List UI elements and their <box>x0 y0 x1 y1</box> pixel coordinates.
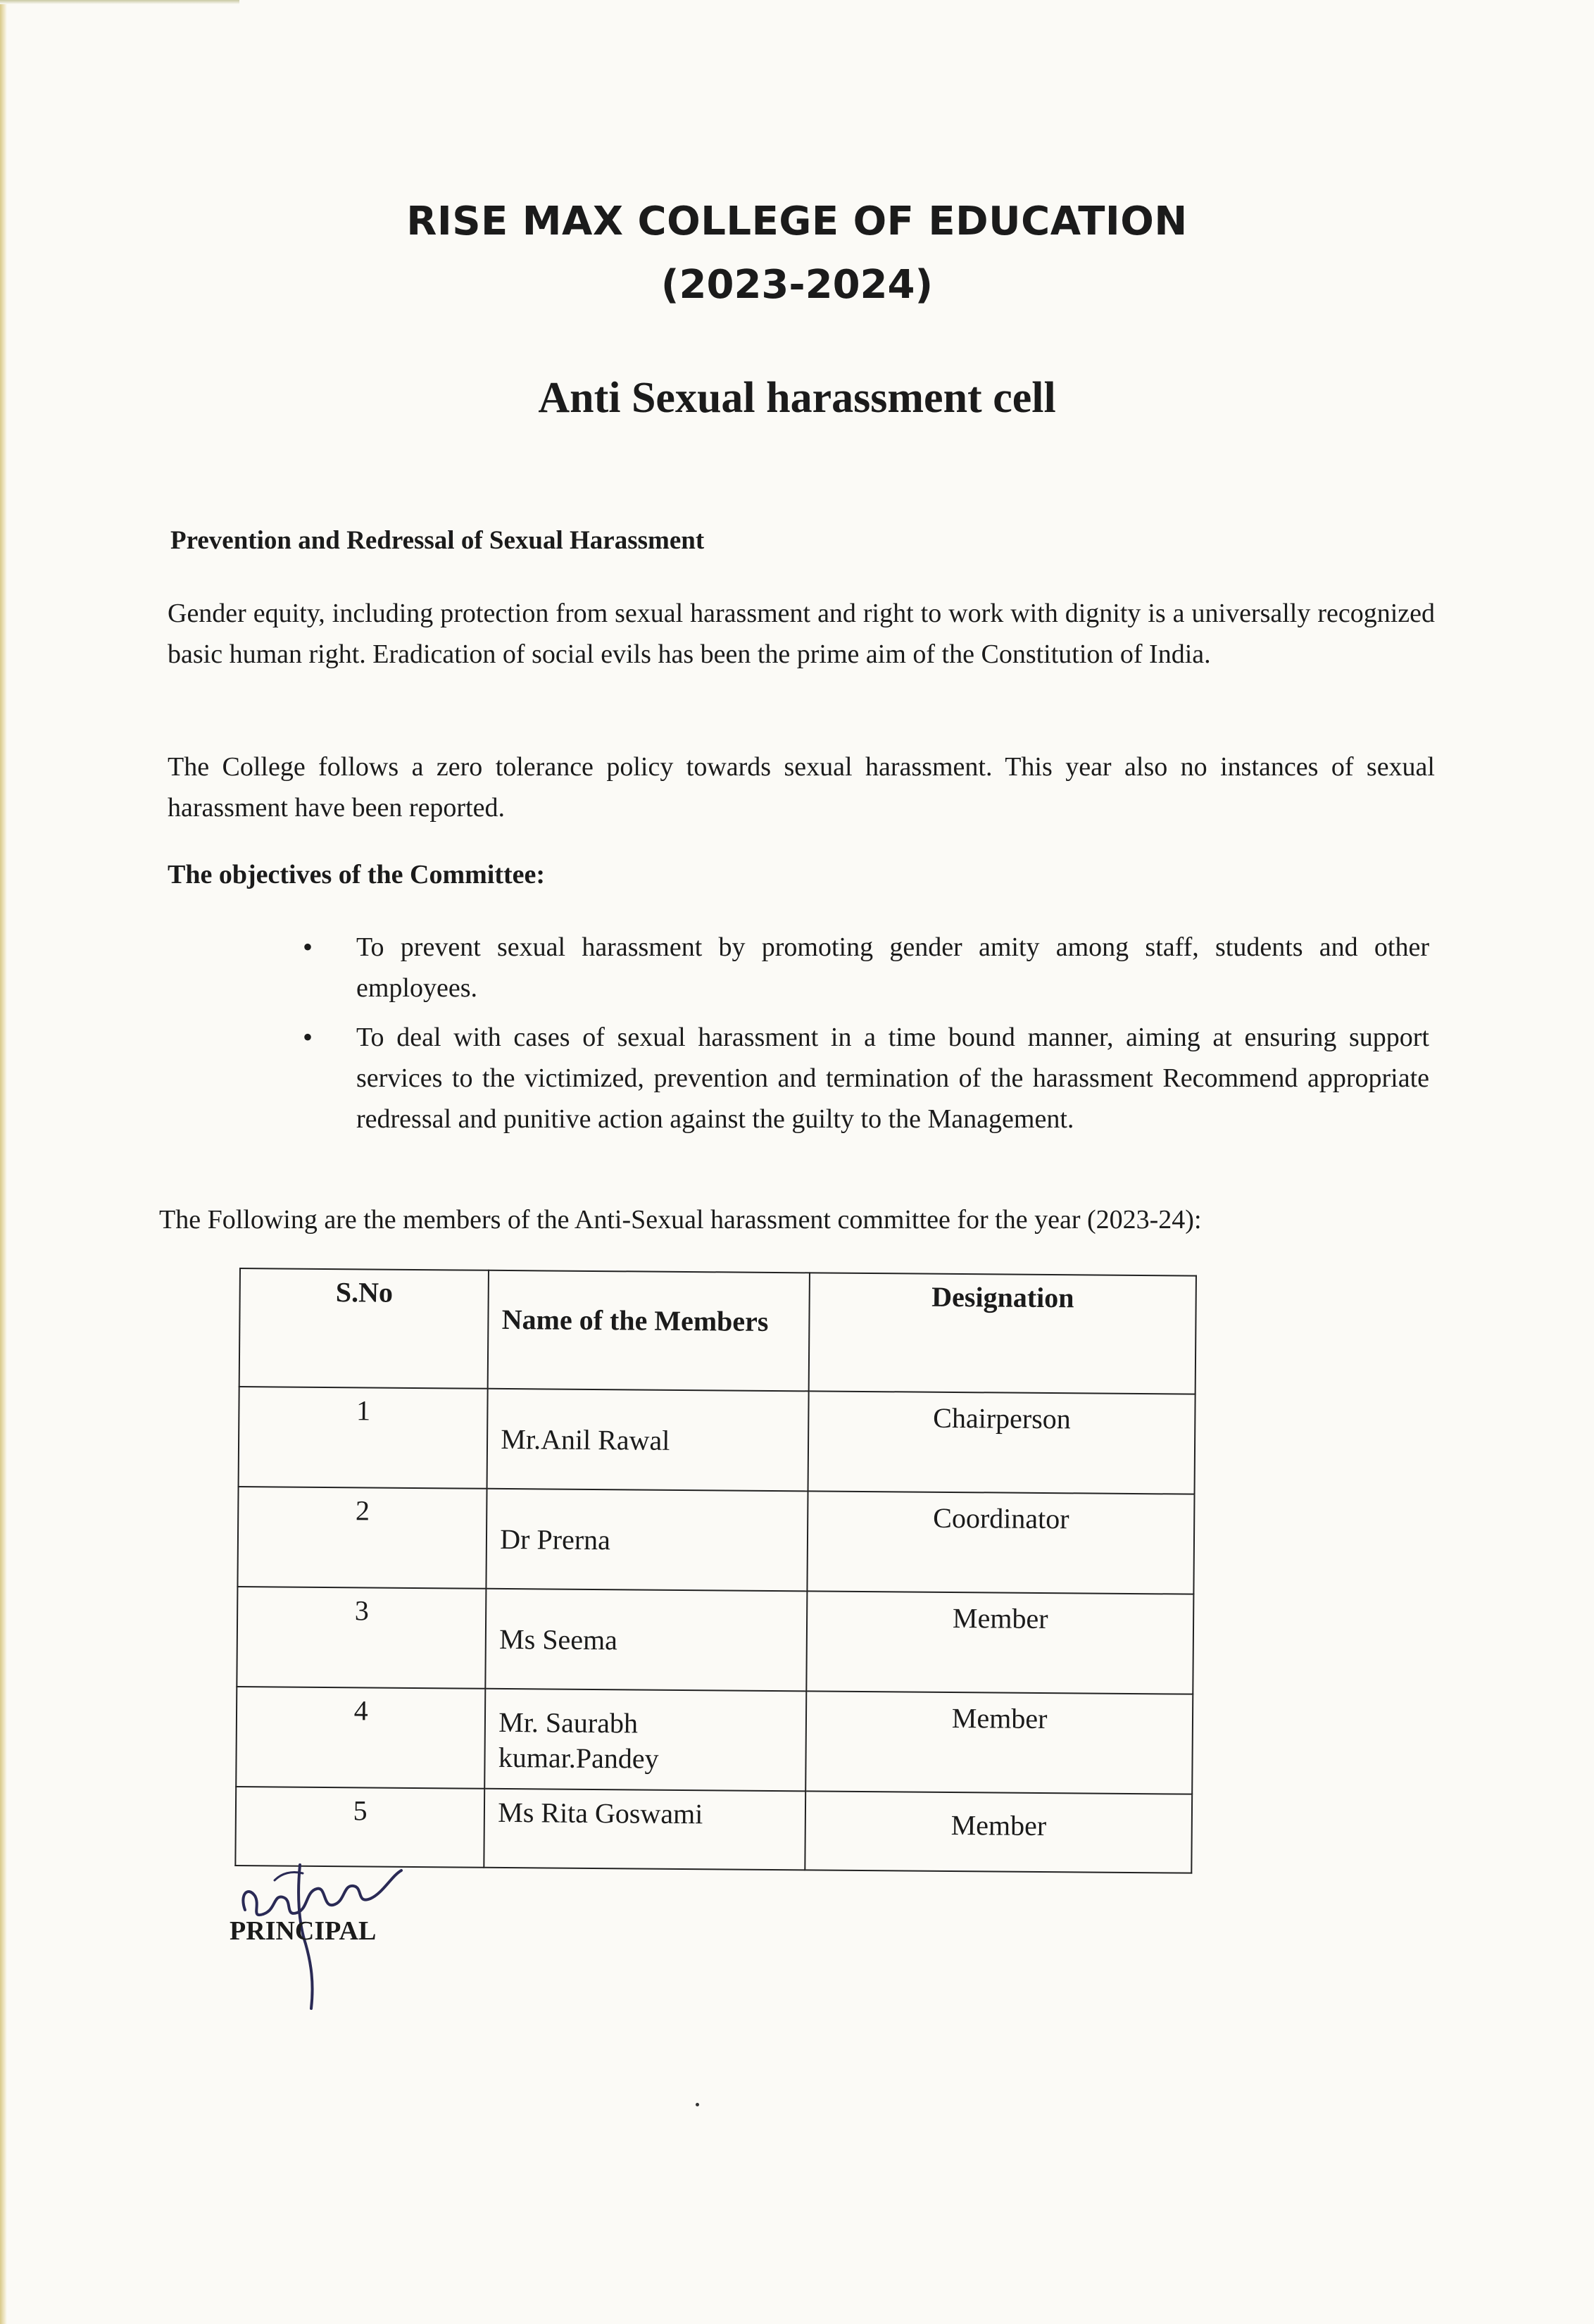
member-name: Dr Prerna <box>500 1523 611 1556</box>
member-designation: Chairperson <box>933 1401 1071 1435</box>
objectives-heading: The objectives of the Committee: <box>168 860 546 889</box>
cell-name <box>486 1589 808 1692</box>
column-header-name <box>488 1270 810 1392</box>
member-name: Mr.Anil Rawal <box>501 1423 670 1456</box>
cell-sno: 4 <box>236 1687 485 1789</box>
member-designation: Member <box>950 1808 1047 1842</box>
objective-text: To prevent sexual harassment by promoting gender amity among staff, students and other employees. <box>356 932 1429 1003</box>
cell-designation <box>805 1791 1193 1873</box>
member-designation: Member <box>952 1601 1048 1635</box>
member-designation: Member <box>951 1701 1048 1735</box>
column-header-sno: S.No <box>239 1268 489 1389</box>
academic-session: (2023-2024) <box>660 262 934 308</box>
cell-sno: 1 <box>239 1387 488 1489</box>
cell-designation <box>806 1691 1193 1794</box>
paragraph-gender-equity: Gender equity, including protection from sexual harassment and right to work with dignity is a universally recognized basic human right. Eradication of social evils has been the prime aim of the Constitution of India. <box>168 599 1435 669</box>
page-edge-left <box>0 0 7 2324</box>
cell-designation <box>808 1491 1195 1594</box>
bullet-icon: • <box>303 1021 313 1053</box>
table-row <box>239 1387 1196 1494</box>
table-row <box>237 1487 1194 1594</box>
cell-designation <box>808 1391 1196 1494</box>
cell-sno: 3 <box>237 1587 486 1689</box>
column-header-name-label: Name of the Members <box>501 1303 769 1337</box>
section-heading: Prevention and Redressal of Sexual Harassment <box>170 526 705 555</box>
member-name: Ms Seema <box>498 1623 618 1656</box>
member-designation: Coordinator <box>933 1501 1069 1535</box>
bullet-icon: • <box>303 931 313 963</box>
college-name: RISE MAX COLLEGE OF EDUCATION <box>406 199 1188 244</box>
table-row <box>236 1687 1193 1794</box>
table-header-row <box>239 1268 1196 1394</box>
members-intro: The Following are the members of the Anti-Sexual harassment committee for the year (2023-24): <box>159 1205 1202 1235</box>
column-header-designation: Designation <box>809 1273 1196 1394</box>
member-name: Ms Rita Goswami <box>498 1796 703 1830</box>
objective-text: To deal with cases of sexual harassment in a time bound manner, aiming at ensuring support services to the victimized, prevention and termination of the harassment Recommend appropriate redressal and punitive action against the guilty to the Management. <box>356 1023 1429 1134</box>
cell-name <box>487 1389 809 1492</box>
cell-sno: 5 <box>235 1787 484 1868</box>
cell-designation <box>807 1591 1194 1694</box>
cell-name <box>484 1689 806 1792</box>
objective-item <box>303 927 1429 1008</box>
principal-label: PRINCIPAL <box>230 1916 377 1946</box>
paragraph-zero-tolerance: The College follows a zero tolerance policy towards sexual harassment. This year also no instances of sexual harassment have been reported. <box>168 752 1435 823</box>
cell-name <box>487 1489 808 1592</box>
cell-name <box>484 1789 806 1870</box>
cell-sno: 2 <box>237 1487 487 1589</box>
objective-item <box>303 1017 1429 1139</box>
table-row <box>237 1587 1193 1694</box>
paper-speck <box>696 2103 699 2106</box>
page-edge-top <box>0 0 239 4</box>
member-name: Mr. Saurabh kumar.Pandey <box>498 1706 659 1775</box>
objectives-list <box>303 927 1429 1148</box>
members-table <box>234 1268 1197 1874</box>
cell-title: Anti Sexual harassment cell <box>538 374 1056 422</box>
